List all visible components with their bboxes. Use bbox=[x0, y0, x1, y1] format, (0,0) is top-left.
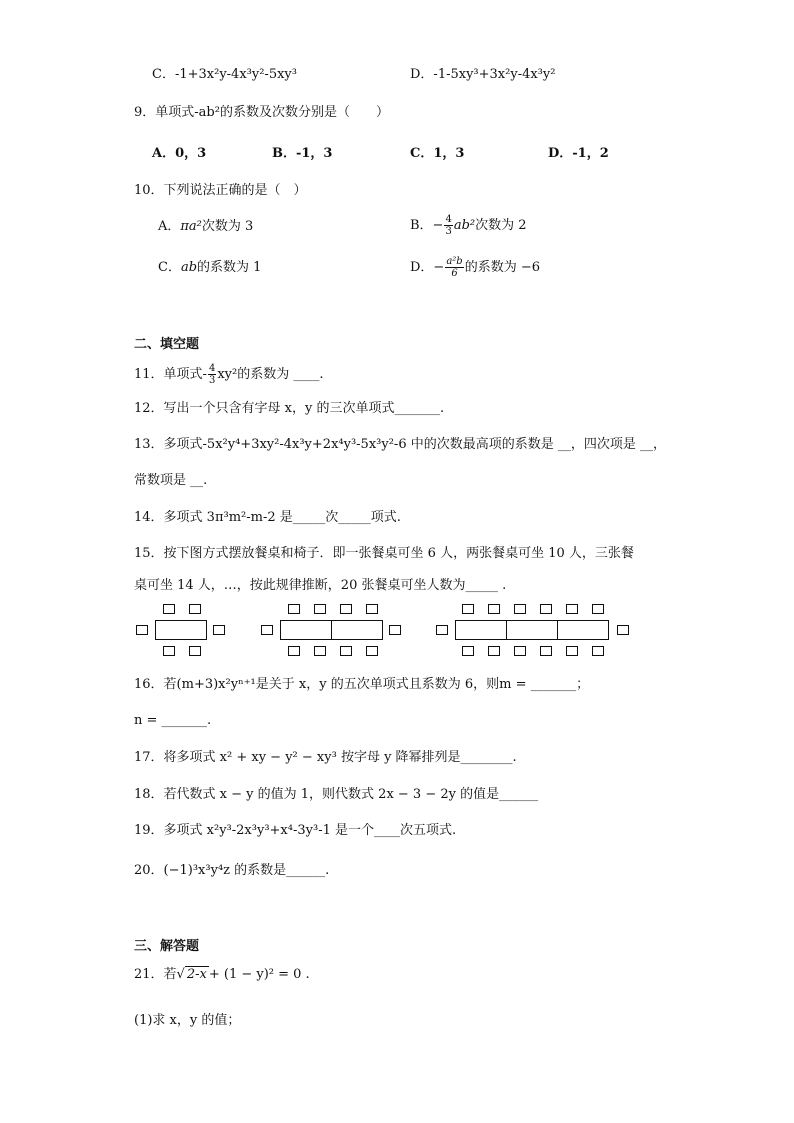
q20: 20．(−1)³x³y⁴z 的系数是______. bbox=[134, 863, 330, 878]
chair bbox=[314, 646, 326, 656]
dining-table bbox=[455, 620, 507, 640]
q19: 19．多项式 x²y³-2x³y³+x⁴-3y³-1 是一个____次五项式. bbox=[134, 823, 457, 838]
q18: 18．若代数式 x − y 的值为 1，则代数式 2x − 3 − 2y 的值是______ bbox=[134, 787, 539, 802]
chair bbox=[540, 646, 552, 656]
q9-option-d: D．-1，2 bbox=[548, 146, 609, 161]
fraction: $\frac{4}{3}$ bbox=[445, 214, 452, 237]
q8-option-c: C．-1+3x²y-4x³y²-5xy³ bbox=[152, 67, 297, 82]
dining-table bbox=[506, 620, 558, 640]
chair bbox=[617, 625, 629, 635]
q12: 12．写出一个只含有字母 x，y 的三次单项式_______. bbox=[134, 401, 445, 416]
chair bbox=[436, 625, 448, 635]
section-title-answers: 三、解答题 bbox=[134, 939, 200, 954]
q14: 14．多项式 3π³m²-m-2 是_____次_____项式. bbox=[134, 510, 401, 525]
chair bbox=[288, 646, 300, 656]
chair bbox=[366, 646, 378, 656]
chair bbox=[488, 604, 500, 614]
q17: 17．将多项式 x² + xy − y² − xy³ 按字母 y 降幂排列是________. bbox=[134, 750, 517, 765]
chair bbox=[540, 604, 552, 614]
q9-stem: 9．单项式-ab²的系数及次数分别是（ ） bbox=[134, 105, 389, 120]
chair bbox=[314, 604, 326, 614]
chair bbox=[462, 646, 474, 656]
chair bbox=[261, 625, 273, 635]
q21-stem: 21．若√ 2-x + (1 − y)² = 0 . bbox=[134, 967, 310, 982]
chair bbox=[514, 646, 526, 656]
q9-option-a: A．0，3 bbox=[152, 146, 207, 161]
q10-option-d: D．− $\frac{\text{a²b}}{6}$ 的系数为 −6 bbox=[410, 256, 540, 279]
chair bbox=[592, 604, 604, 614]
chair bbox=[462, 604, 474, 614]
q9-option-b: B．-1，3 bbox=[272, 146, 333, 161]
q10-option-c: C．ab的系数为 1 bbox=[158, 260, 262, 275]
chair bbox=[213, 625, 225, 635]
q15-line2: 桌可坐 14 人，…，按此规律推断，20 张餐桌可坐人数为_____ . bbox=[134, 578, 507, 593]
q10-stem: 10．下列说法正确的是（ ） bbox=[134, 183, 307, 198]
q10-option-b: B．− $\frac{4}{3}$ ab²次数为 2 bbox=[410, 214, 527, 237]
chair bbox=[136, 625, 148, 635]
chair bbox=[366, 604, 378, 614]
chair bbox=[340, 604, 352, 614]
chair bbox=[189, 604, 201, 614]
sqrt-icon: √ bbox=[176, 967, 185, 982]
chair bbox=[163, 646, 175, 656]
q16-line2: n = _______. bbox=[134, 713, 212, 728]
fraction: $\frac{\text{a²b}}{6}$ bbox=[446, 256, 463, 279]
q15-line1: 15．按下图方式摆放餐桌和椅子．即一张餐桌可坐 6 人，两张餐桌可坐 10 人，三张餐 bbox=[134, 546, 634, 561]
chair bbox=[592, 646, 604, 656]
dining-table bbox=[557, 620, 609, 640]
chair bbox=[189, 646, 201, 656]
q21-sub1: (1)求 x，y 的值； bbox=[134, 1013, 241, 1028]
dining-table bbox=[331, 620, 383, 640]
chair bbox=[288, 604, 300, 614]
chair bbox=[163, 604, 175, 614]
section-title-fill-in: 二、填空题 bbox=[134, 337, 200, 352]
dining-table bbox=[280, 620, 332, 640]
chair bbox=[514, 604, 526, 614]
chair bbox=[566, 646, 578, 656]
dining-table bbox=[155, 620, 207, 640]
chair bbox=[389, 625, 401, 635]
q13-line2: 常数项是 __. bbox=[134, 473, 208, 488]
q11: 11．单项式- $\frac{4}{3}$ xy²的系数为 ____. bbox=[134, 363, 324, 386]
q9-option-c: C．1，3 bbox=[410, 146, 465, 161]
q8-option-d: D．-1-5xy³+3x²y-4x³y² bbox=[410, 67, 556, 82]
chair bbox=[340, 646, 352, 656]
q16-line1: 16．若(m+3)x²yⁿ⁺¹是关于 x，y 的五次单项式且系数为 6，则m = _______； bbox=[134, 677, 590, 692]
q10-option-a: A．πa²次数为 3 bbox=[158, 219, 254, 234]
q13-line1: 13．多项式-5x²y⁴+3xy²-4x³y+2x⁴y³-5x³y²-6 中的次数最高项的系数是 __，四次项是 __， bbox=[134, 437, 666, 452]
chair bbox=[566, 604, 578, 614]
chair bbox=[488, 646, 500, 656]
fraction: $\frac{4}{3}$ bbox=[208, 363, 216, 386]
